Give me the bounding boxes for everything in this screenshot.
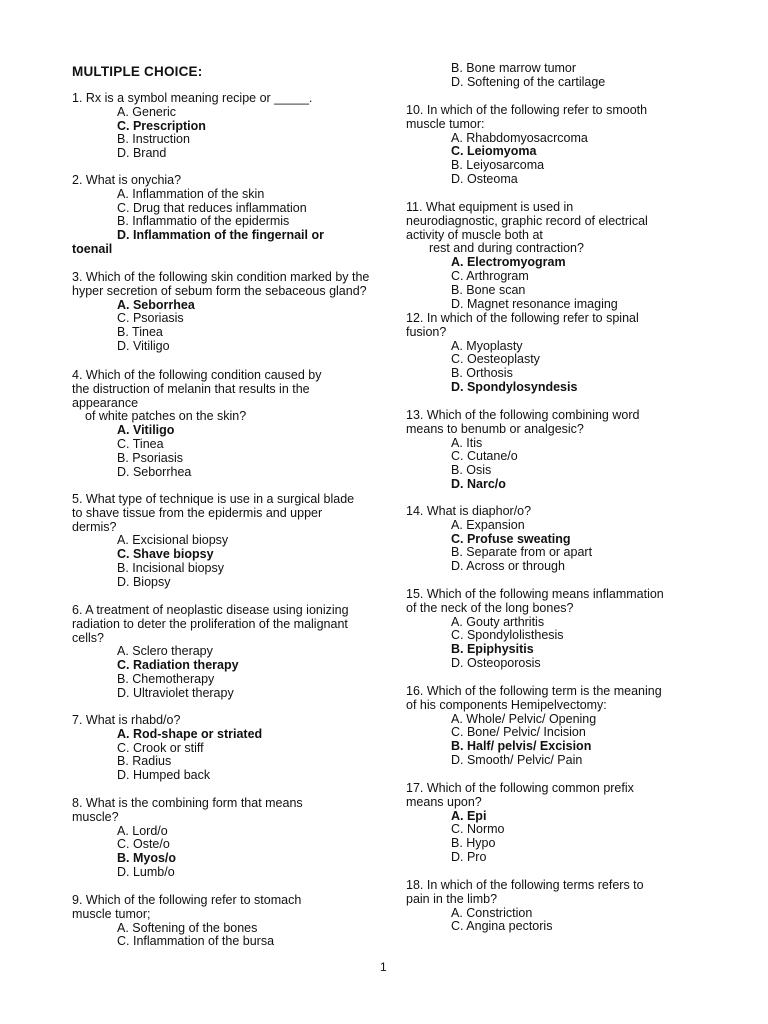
question-stem: 14. What is diaphor/o?: [406, 504, 532, 518]
question-stem-line2: neurodiagnostic, graphic record of electrical: [406, 213, 648, 228]
option-b: B. Chemotherapy: [117, 671, 215, 686]
option-d: D. Vitiligo: [117, 338, 170, 353]
option-d: D. Ultraviolet therapy: [117, 685, 234, 700]
option-b: B. Bone marrow tumor: [451, 61, 577, 75]
option-c: C. Normo: [451, 822, 505, 837]
question-stem-line2: hyper secretion of sebum form the sebaceous gland?: [72, 283, 367, 298]
option-c: C. Oste/o: [117, 837, 170, 852]
option-b-answer: B. Half/ pelvis/ Excision: [451, 739, 592, 754]
option-d: D. Across or through: [451, 559, 565, 574]
question-stem-line1: 5. What type of technique is use in a surgical blade: [72, 492, 355, 506]
option-a-answer: A. Vitiligo: [117, 423, 175, 438]
option-a-answer: A. Rod-shape or striated: [117, 726, 263, 741]
question-stem-line4: rest and during contraction?: [429, 241, 584, 256]
option-d: D. Biopsy: [117, 574, 171, 589]
question-2: [72, 174, 404, 257]
option-c: C. Psoriasis: [117, 311, 184, 326]
page-number: 1: [380, 960, 387, 974]
page-title: MULTIPLE CHOICE:: [72, 64, 203, 79]
question-8: [72, 797, 404, 880]
option-a: A. Softening of the bones: [117, 920, 258, 935]
option-b: B. Orthosis: [451, 366, 513, 381]
option-b: B. Leiyosarcoma: [451, 158, 545, 173]
question-stem-line1: 16. Which of the following term is the meaning: [406, 684, 662, 698]
option-d: D. Pro: [451, 849, 487, 864]
question-stem-line3: cells?: [72, 630, 104, 645]
question-stem-line2: pain in the limb?: [406, 891, 498, 906]
option-c: C. Bone/ Pelvic/ Incision: [451, 725, 586, 740]
question-17: [406, 782, 706, 865]
question-stem-line1: 13. Which of the following combining word: [406, 408, 640, 422]
option-b: B. Inflammatio of the epidermis: [117, 214, 290, 229]
option-a-answer: A. Seborrhea: [117, 297, 195, 312]
question-stem-line2: muscle tumor;: [72, 906, 151, 921]
question-stem-line2: means to benumb or analgesic?: [406, 421, 584, 436]
question-14: [406, 505, 706, 574]
question-stem-line2: the distruction of melanin that results in the: [72, 381, 310, 396]
option-c: C. Drug that reduces inflammation: [117, 200, 307, 215]
question-stem-line2: to shave tissue from the epidermis and upper: [72, 505, 323, 520]
question-12: [406, 312, 706, 395]
option-a: A. Lord/o: [117, 823, 168, 838]
option-b: B. Radius: [117, 754, 172, 769]
question-9: [72, 894, 404, 949]
option-a: A. Gouty arthritis: [451, 614, 545, 629]
question-16: [406, 685, 706, 768]
question-7: [72, 714, 404, 783]
option-d: D. Magnet resonance imaging: [451, 296, 618, 311]
option-c: C. Inflammation of the bursa: [117, 934, 275, 949]
option-d: D. Brand: [117, 146, 167, 161]
option-b-answer: B. Epiphysitis: [451, 642, 534, 657]
question-6: [72, 604, 404, 701]
question-stem: 7. What is rhabd/o?: [72, 713, 181, 727]
option-c: C. Spondylolisthesis: [451, 628, 564, 643]
question-stem-line3: appearance: [72, 395, 139, 410]
option-d-answer: D. Inflammation of the fingernail or: [117, 228, 324, 243]
question-stem-line1: 3. Which of the following skin condition marked by the: [72, 270, 370, 284]
question-stem-line2: muscle tumor:: [406, 116, 485, 131]
question-stem-line1: 10. In which of the following refer to smooth: [406, 103, 648, 117]
question-stem-line4: of white patches on the skin?: [85, 409, 247, 424]
option-b: B. Hypo: [451, 836, 496, 851]
option-c: C. Tinea: [117, 436, 164, 451]
option-d: D. Smooth/ Pelvic/ Pain: [451, 752, 583, 767]
option-c-answer: C. Radiation therapy: [117, 658, 239, 673]
option-b: B. Separate from or apart: [451, 545, 593, 560]
question-stem-line1: 15. Which of the following means inflammation: [406, 587, 664, 601]
option-a: A. Rhabdomyosacrcoma: [451, 130, 588, 145]
option-d: D. Lumb/o: [117, 864, 175, 879]
question-4: [72, 369, 404, 479]
option-d: D. Osteoporosis: [451, 655, 541, 670]
option-c: C. Oesteoplasty: [451, 352, 540, 367]
option-b: B. Instruction: [117, 132, 190, 147]
option-a: A. Sclero therapy: [117, 644, 213, 659]
question-stem-line1: 6. A treatment of neoplastic disease using ionizing: [72, 603, 349, 617]
question-stem-line1: 9. Which of the following refer to stomach: [72, 893, 302, 907]
question-stem-line1: 4. Which of the following condition caused by: [72, 368, 322, 382]
option-d-answer-cont: toenail: [72, 241, 113, 256]
option-c: C. Arthrogram: [451, 268, 529, 283]
question-9-continued: [406, 62, 706, 90]
option-c: C. Crook or stiff: [117, 740, 204, 755]
question-stem-line2: radiation to deter the proliferation of the malignant: [72, 616, 348, 631]
option-c: C. Angina pectoris: [451, 919, 553, 934]
question-stem: 2. What is onychia?: [72, 173, 182, 187]
option-d: D. Softening of the cartilage: [451, 74, 606, 89]
question-5: [72, 493, 404, 590]
question-11: [406, 201, 706, 311]
question-1: [72, 92, 312, 161]
option-c-answer: C. Profuse sweating: [451, 531, 571, 546]
option-a: A. Expansion: [451, 517, 525, 532]
option-a: A. Constriction: [451, 905, 533, 920]
option-b: B. Psoriasis: [117, 450, 183, 465]
option-a: A. Inflammation of the skin: [117, 186, 265, 201]
question-stem-line1: 8. What is the combining form that means: [72, 796, 303, 810]
question-stem-line3: dermis?: [72, 519, 117, 534]
question-stem-line2: muscle?: [72, 809, 119, 824]
option-b: B. Tinea: [117, 325, 163, 340]
option-d: D. Humped back: [117, 768, 211, 783]
option-c-answer: C. Leiomyoma: [451, 144, 537, 159]
question-stem-line2: means upon?: [406, 794, 482, 809]
question-stem: 1. Rx is a symbol meaning recipe or _____.: [72, 91, 313, 105]
question-stem-line2: fusion?: [406, 324, 447, 339]
option-a: A. Generic: [117, 104, 177, 119]
question-3: [72, 271, 404, 354]
option-b-answer: B. Myos/o: [117, 851, 177, 866]
option-a: A. Whole/ Pelvic/ Opening: [451, 711, 597, 726]
question-18: [406, 879, 706, 934]
question-stem-line2: of the neck of the long bones?: [406, 600, 574, 615]
option-d-answer: D. Narc/o: [451, 476, 506, 491]
question-stem-line1: 11. What equipment is used in: [406, 200, 574, 214]
option-a-answer: A. Electromyogram: [451, 255, 566, 270]
option-a: A. Itis: [451, 435, 483, 450]
option-b: B. Osis: [451, 463, 492, 478]
question-stem-line1: 18. In which of the following terms refers to: [406, 878, 644, 892]
question-stem-line2: of his components Hemipelvectomy:: [406, 697, 607, 712]
option-a-answer: A. Epi: [451, 808, 487, 823]
question-stem-line1: 17. Which of the following common prefix: [406, 781, 634, 795]
option-c-answer: C. Shave biopsy: [117, 547, 214, 562]
option-b: B. Incisional biopsy: [117, 560, 225, 575]
option-a: A. Myoplasty: [451, 338, 523, 353]
option-d: D. Seborrhea: [117, 464, 192, 479]
option-c-answer: C. Prescription: [117, 118, 206, 133]
option-c: C. Cutane/o: [451, 449, 518, 464]
option-b: B. Bone scan: [451, 282, 526, 297]
option-d-answer: D. Spondylosyndesis: [451, 379, 578, 394]
option-d: D. Osteoma: [451, 171, 518, 186]
option-a: A. Excisional biopsy: [117, 533, 229, 548]
question-stem-line1: 12. In which of the following refer to spinal: [406, 311, 639, 325]
question-15: [406, 588, 706, 671]
question-stem-line3: activity of muscle both at: [406, 227, 543, 242]
question-13: [406, 409, 706, 492]
question-10: [406, 104, 706, 187]
